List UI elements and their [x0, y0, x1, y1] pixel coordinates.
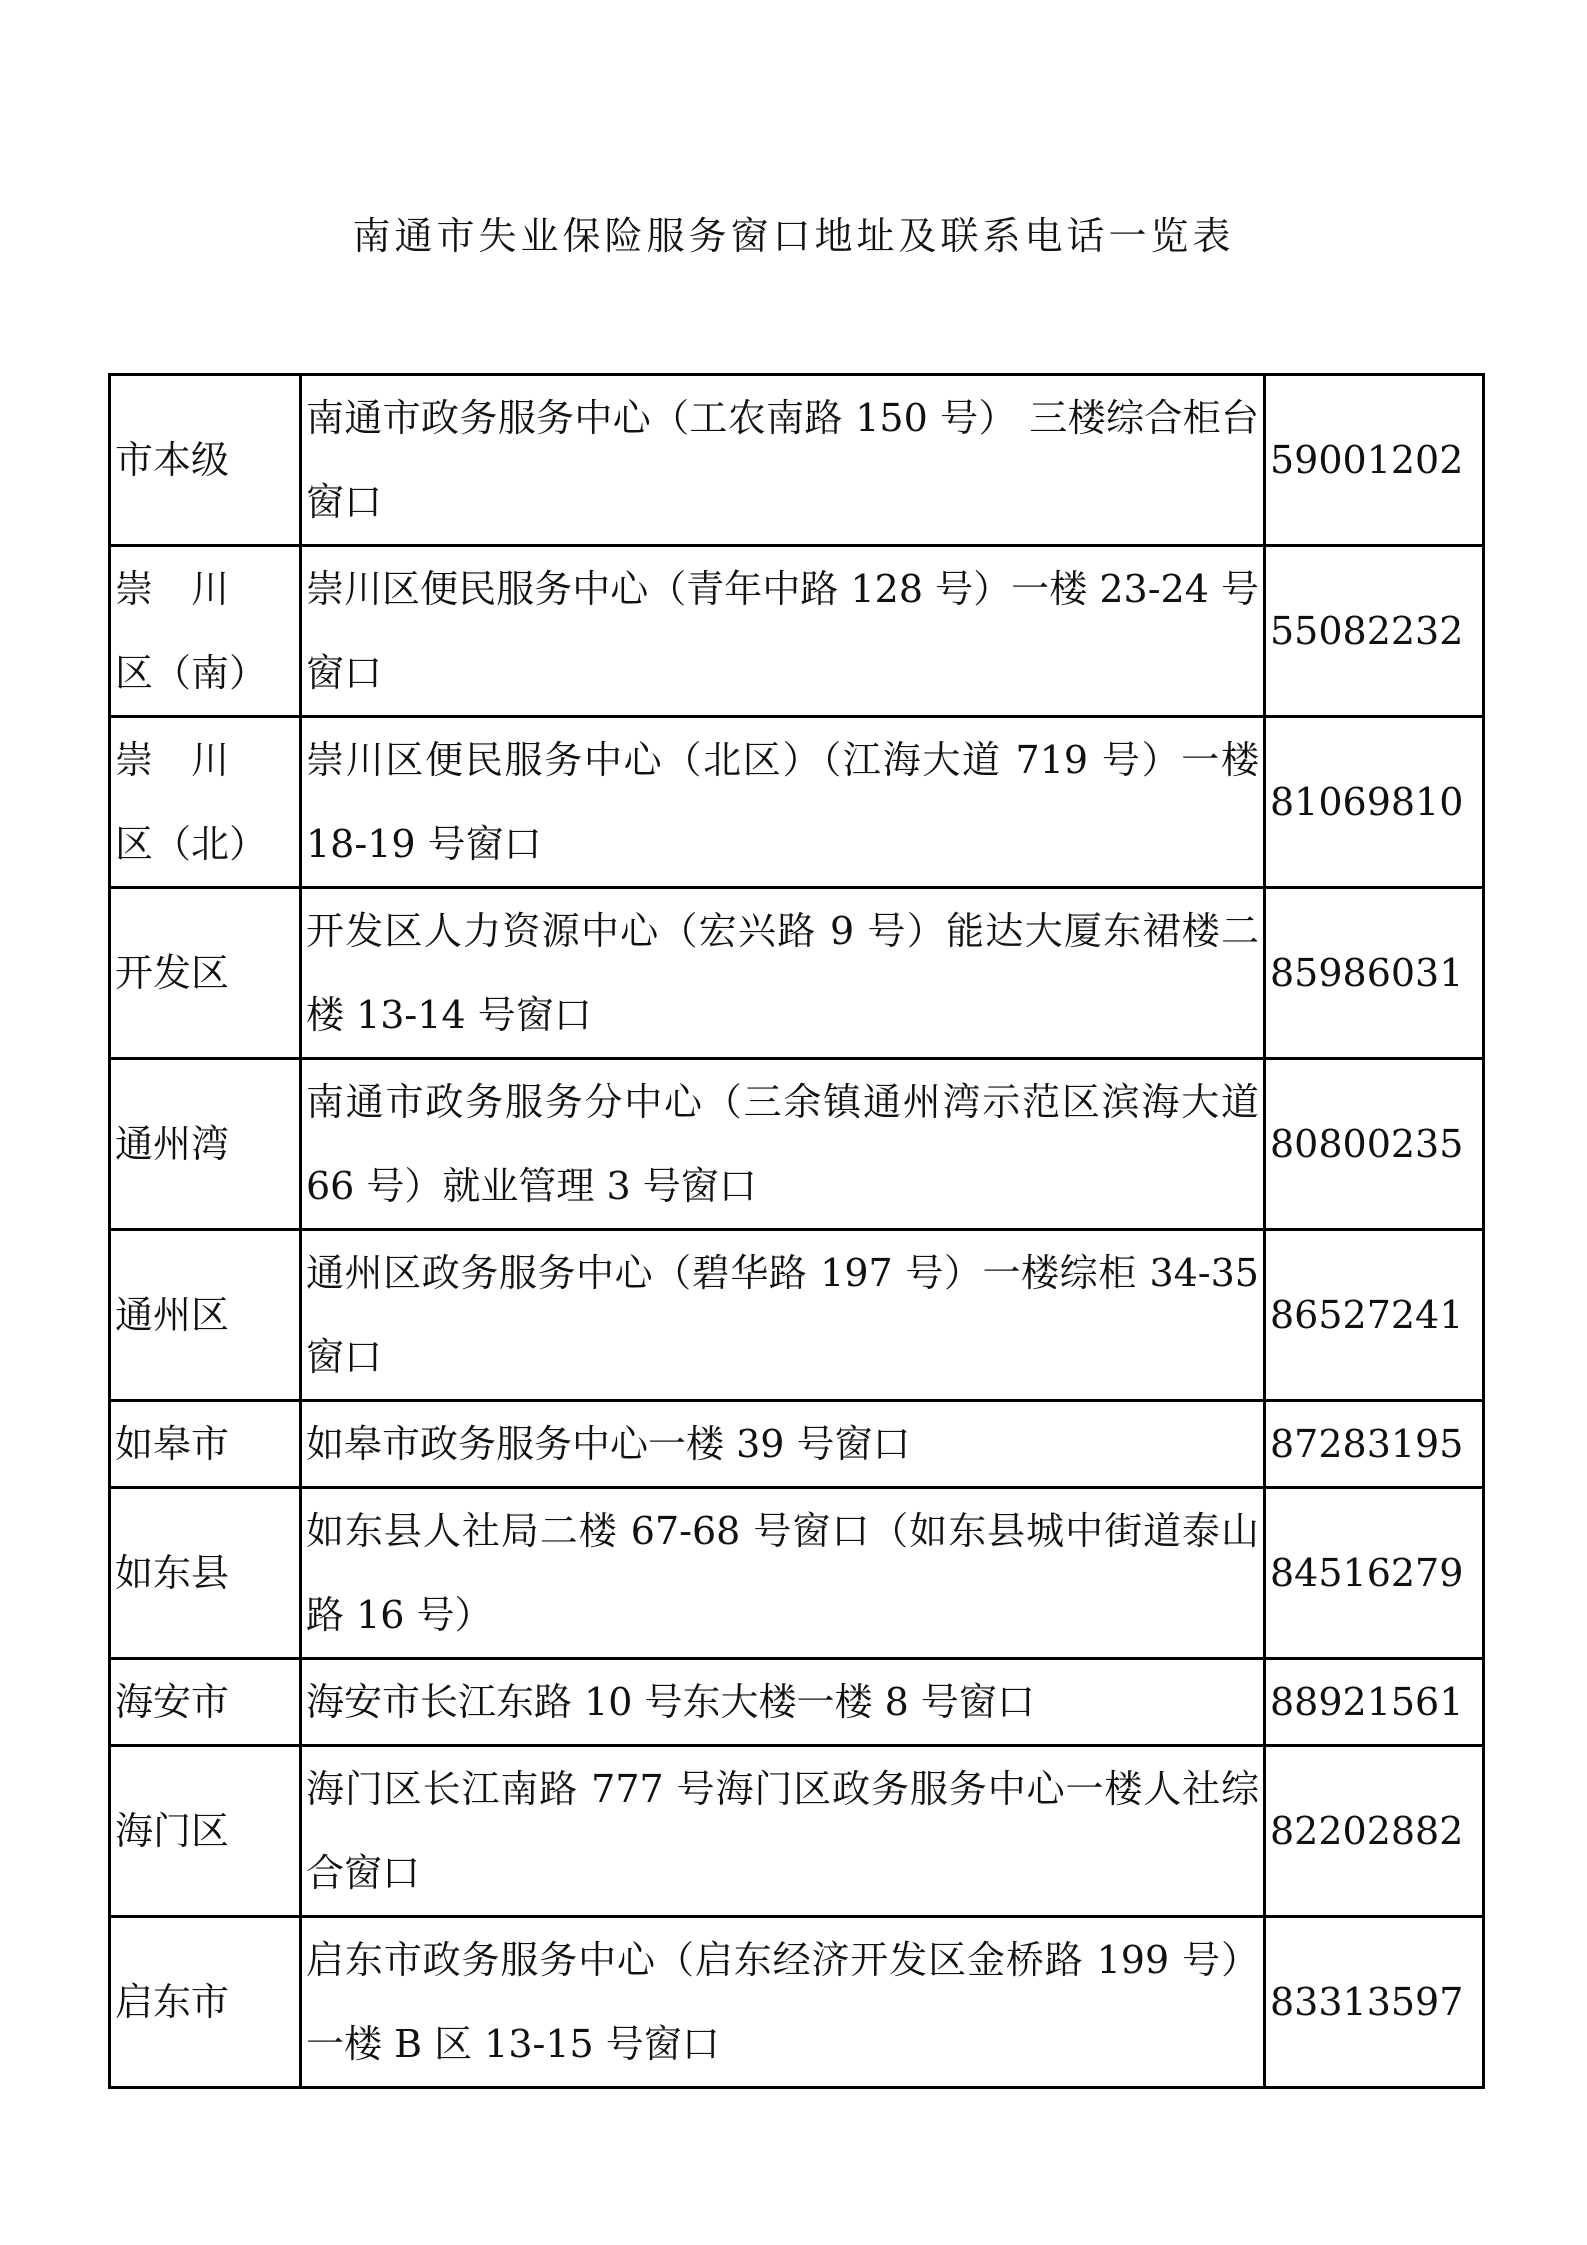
region-cell: 崇 川 区（南） [110, 546, 301, 717]
phone-cell: 88921561 [1265, 1659, 1484, 1746]
region-cell: 市本级 [110, 375, 301, 546]
address-cell: 南通市政务服务分中心（三余镇通州湾示范区滨海大道 66 号）就业管理 3 号窗口 [301, 1059, 1265, 1230]
region-cell: 崇 川 区（北） [110, 717, 301, 888]
phone-cell: 83313597 [1265, 1917, 1484, 2088]
table-row [110, 1659, 1484, 1746]
region-cell: 开发区 [110, 888, 301, 1059]
region-cell: 海门区 [110, 1746, 301, 1917]
address-cell: 南通市政务服务中心（工农南路 150 号） 三楼综合柜台窗口 [301, 375, 1265, 546]
region-cell: 如东县 [110, 1488, 301, 1659]
table-row [110, 717, 1484, 888]
table-row [110, 888, 1484, 1059]
address-cell: 海安市长江东路 10 号东大楼一楼 8 号窗口 [301, 1659, 1265, 1746]
region-cell: 通州湾 [110, 1059, 301, 1230]
table-row [110, 1059, 1484, 1230]
address-cell: 如皋市政务服务中心一楼 39 号窗口 [301, 1401, 1265, 1488]
address-cell: 崇川区便民服务中心（北区）（江海大道 719 号）一楼 18-19 号窗口 [301, 717, 1265, 888]
phone-cell: 87283195 [1265, 1401, 1484, 1488]
phone-cell: 84516279 [1265, 1488, 1484, 1659]
address-cell: 崇川区便民服务中心（青年中路 128 号）一楼 23-24 号窗口 [301, 546, 1265, 717]
region-cell: 海安市 [110, 1659, 301, 1746]
address-cell: 海门区长江南路 777 号海门区政务服务中心一楼人社综合窗口 [301, 1746, 1265, 1917]
region-cell: 启东市 [110, 1917, 301, 2088]
phone-cell: 86527241 [1265, 1230, 1484, 1401]
phone-cell: 80800235 [1265, 1059, 1484, 1230]
address-cell: 开发区人力资源中心（宏兴路 9 号）能达大厦东裙楼二楼 13-14 号窗口 [301, 888, 1265, 1059]
address-cell: 如东县人社局二楼 67-68 号窗口（如东县城中街道泰山路 16 号） [301, 1488, 1265, 1659]
table-row [110, 1401, 1484, 1488]
table-row [110, 546, 1484, 717]
table-row [110, 1917, 1484, 2088]
region-cell: 通州区 [110, 1230, 301, 1401]
phone-cell: 82202882 [1265, 1746, 1484, 1917]
phone-cell: 59001202 [1265, 375, 1484, 546]
phone-cell: 55082232 [1265, 546, 1484, 717]
page-title: 南通市失业保险服务窗口地址及联系电话一览表 [352, 214, 1235, 258]
table-row [110, 375, 1484, 546]
region-cell: 如皋市 [110, 1401, 301, 1488]
table-row [110, 1230, 1484, 1401]
address-cell: 通州区政务服务中心（碧华路 197 号）一楼综柜 34-35 窗口 [301, 1230, 1265, 1401]
table-row [110, 1746, 1484, 1917]
address-cell: 启东市政务服务中心（启东经济开发区金桥路 199 号）一楼 B 区 13-15 号窗口 [301, 1917, 1265, 2088]
contact-table [108, 373, 1485, 2089]
phone-cell: 81069810 [1265, 717, 1484, 888]
phone-cell: 85986031 [1265, 888, 1484, 1059]
table-row [110, 1488, 1484, 1659]
